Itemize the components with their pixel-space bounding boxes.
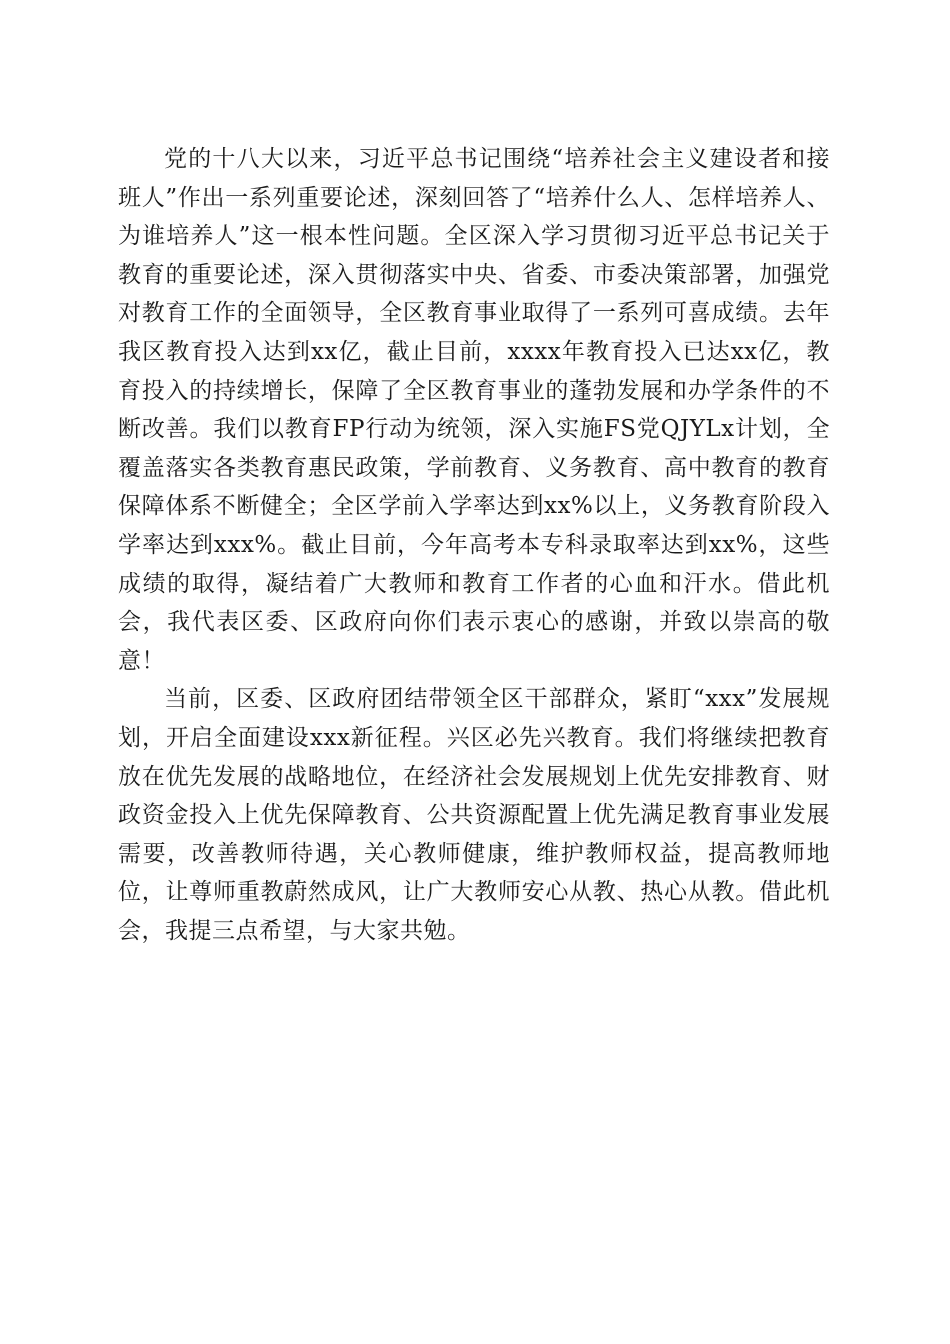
paragraph-priorities: 当前，区委、区政府团结带领全区干部群众，紧盯“xxx”发展规划，开启全面建设xxx新征程。兴区必先兴教育。我们将继续把教育放在优先发展的战略地位，在经济社会发展规划上优先安排教育、财政资金投入上优先保障教育、公共资源配置上优先满足教育事业发展需要，改善教师待遇，关心教师健康，维护教师权益，提高教师地位，让尊师重教蔚然成风，让广大教师安心从教、热心从教。借此机会，我提三点希望，与大家共勉。 (118, 686, 830, 944)
document-body (118, 140, 830, 950)
paragraph-achievements: 党的十八大以来，习近平总书记围绕“培养社会主义建设者和接班人”作出一系列重要论述，深刻回答了“培养什么人、怎样培养人、为谁培养人”这一根本性问题。全区深入学习贯彻习近平总书记关于教育的重要论述，深入贯彻落实中央、省委、市委决策部署，加强党对教育工作的全面领导，全区教育事业取得了一系列可喜成绩。去年我区教育投入达到xx亿，截止目前，xxxx年教育投入已达xx亿，教育投入的持续增长，保障了全区教育事业的蓬勃发展和办学条件的不断改善。我们以教育FP行动为统领，深入实施FS党QJYLx计划，全覆盖落实各类教育惠民政策，学前教育、义务教育、高中教育的教育保障体系不断健全；全区学前入学率达到xx%以上，义务教育阶段入学率达到xxx%。截止目前，今年高考本专科录取率达到xx%，这些成绩的取得，凝结着广大教师和教育工作者的心血和汗水。借此机会，我代表区委、区政府向你们表示衷心的感谢，并致以崇高的敬意！ (118, 146, 830, 674)
